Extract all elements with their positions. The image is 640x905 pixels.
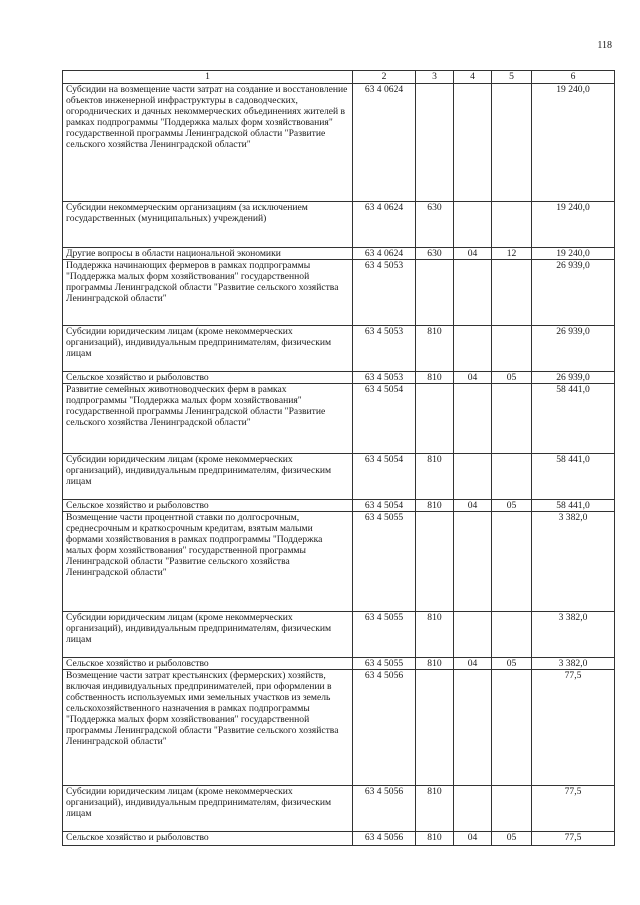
cell-name: Субсидии некоммерческим организациям (за исключением государственных (муниципальных) учреждений) [63, 202, 353, 248]
cell-name: Субсидии юридическим лицам (кроме некоммерческих организаций), индивидуальным предпринимателям, физическим лицам [63, 786, 353, 832]
cell-rz [454, 202, 492, 248]
cell-vr: 810 [416, 786, 454, 832]
cell-vr [416, 84, 454, 202]
cell-sum: 3 382,0 [532, 658, 615, 670]
cell-rz [454, 326, 492, 372]
table-row [63, 454, 615, 500]
table-row [63, 372, 615, 384]
cell-vr [416, 260, 454, 326]
cell-vr: 810 [416, 372, 454, 384]
cell-vr: 810 [416, 832, 454, 846]
cell-name: Сельское хозяйство и рыболовство [63, 832, 353, 846]
cell-pr: 05 [492, 372, 532, 384]
cell-sum: 26 939,0 [532, 326, 615, 372]
cell-pr [492, 454, 532, 500]
cell-rz [454, 454, 492, 500]
table-row [63, 384, 615, 454]
cell-vr: 630 [416, 248, 454, 260]
cell-rz [454, 612, 492, 658]
cell-csr: 63 4 5055 [353, 612, 416, 658]
table-row [63, 84, 615, 202]
header-cell: 2 [353, 71, 416, 84]
cell-name: Возмещение части затрат крестьянских (фермерских) хозяйств, включая индивидуальных предпринимателей, при оформлении в собственность используемых ими земельных участков из земель сельскохозяйственного назначения в рамках подпрограммы "Поддержка малых форм хозяйствования" государственной программы Ленинградской области "Развитие сельского хозяйства Ленинградской области" [63, 670, 353, 786]
cell-pr [492, 670, 532, 786]
cell-sum: 3 382,0 [532, 512, 615, 612]
cell-rz: 04 [454, 372, 492, 384]
cell-sum: 58 441,0 [532, 384, 615, 454]
cell-sum: 58 441,0 [532, 454, 615, 500]
cell-vr [416, 670, 454, 786]
cell-sum: 77,5 [532, 786, 615, 832]
cell-name: Сельское хозяйство и рыболовство [63, 372, 353, 384]
cell-rz [454, 260, 492, 326]
cell-csr: 63 4 5053 [353, 372, 416, 384]
cell-pr [492, 786, 532, 832]
cell-name: Поддержка начинающих фермеров в рамках подпрограммы "Поддержка малых форм хозяйствования" государственной программы Ленинградской области "Развитие сельского хозяйства Ленинградской области" [63, 260, 353, 326]
cell-csr: 63 4 0624 [353, 84, 416, 202]
cell-name: Сельское хозяйство и рыболовство [63, 658, 353, 670]
cell-sum: 58 441,0 [532, 500, 615, 512]
cell-rz [454, 670, 492, 786]
cell-csr: 63 4 5053 [353, 326, 416, 372]
cell-pr: 05 [492, 832, 532, 846]
cell-vr: 630 [416, 202, 454, 248]
header-cell: 1 [63, 71, 353, 84]
cell-sum: 77,5 [532, 670, 615, 786]
table-row [63, 500, 615, 512]
cell-sum: 26 939,0 [532, 372, 615, 384]
cell-name: Возмещение части процентной ставки по долгосрочным, среднесрочным и краткосрочным кредитам, взятым малыми формами хозяйствования в рамках подпрограммы "Поддержка малых форм хозяйствования" государственной программы Ленинградской области "Развитие сельского хозяйства Ленинградской области" [63, 512, 353, 612]
cell-pr [492, 84, 532, 202]
cell-pr [492, 384, 532, 454]
table-row [63, 658, 615, 670]
cell-pr [492, 612, 532, 658]
cell-pr [492, 512, 532, 612]
cell-rz: 04 [454, 248, 492, 260]
cell-rz [454, 84, 492, 202]
cell-pr: 12 [492, 248, 532, 260]
table-row [63, 260, 615, 326]
cell-pr: 05 [492, 500, 532, 512]
table-row [63, 512, 615, 612]
cell-csr: 63 4 5056 [353, 832, 416, 846]
cell-sum: 19 240,0 [532, 84, 615, 202]
cell-csr: 63 4 0624 [353, 202, 416, 248]
cell-name: Другие вопросы в области национальной экономики [63, 248, 353, 260]
cell-pr: 05 [492, 658, 532, 670]
cell-name: Субсидии юридическим лицам (кроме некоммерческих организаций), индивидуальным предпринимателям, физическим лицам [63, 326, 353, 372]
header-cell: 4 [454, 71, 492, 84]
cell-rz [454, 512, 492, 612]
cell-pr [492, 202, 532, 248]
cell-vr [416, 512, 454, 612]
cell-sum: 19 240,0 [532, 202, 615, 248]
cell-csr: 63 4 5056 [353, 670, 416, 786]
table-row [63, 202, 615, 248]
table-row [63, 786, 615, 832]
cell-name: Сельское хозяйство и рыболовство [63, 500, 353, 512]
table-row [63, 326, 615, 372]
cell-csr: 63 4 5054 [353, 384, 416, 454]
cell-sum: 3 382,0 [532, 612, 615, 658]
cell-pr [492, 260, 532, 326]
cell-vr: 810 [416, 658, 454, 670]
cell-csr: 63 4 5055 [353, 658, 416, 670]
cell-csr: 63 4 5054 [353, 500, 416, 512]
cell-vr: 810 [416, 454, 454, 500]
cell-sum: 77,5 [532, 832, 615, 846]
table-row [63, 612, 615, 658]
cell-rz: 04 [454, 500, 492, 512]
cell-name: Субсидии на возмещение части затрат на создание и восстановление объектов инженерной инфраструктуры в садоводческих, огороднических и дачных некоммерческих объединениях жителей в рамках подпрограммы "Поддержка малых форм хозяйствования" государственной программы Ленинградской области "Развитие сельского хозяйства Ленинградской области" [63, 84, 353, 202]
cell-csr: 63 4 5055 [353, 512, 416, 612]
table-row [63, 248, 615, 260]
cell-vr: 810 [416, 500, 454, 512]
header-cell: 3 [416, 71, 454, 84]
cell-vr: 810 [416, 612, 454, 658]
page-number: 118 [597, 40, 612, 51]
cell-rz: 04 [454, 658, 492, 670]
cell-rz [454, 384, 492, 454]
budget-table [62, 70, 615, 846]
header-row [63, 71, 615, 84]
cell-name: Развитие семейных животноводческих ферм в рамках подпрограммы "Поддержка малых форм хозяйствования" государственной программы Ленинградской области "Развитие сельского хозяйства Ленинградской области" [63, 384, 353, 454]
cell-sum: 19 240,0 [532, 248, 615, 260]
cell-name: Субсидии юридическим лицам (кроме некоммерческих организаций), индивидуальным предпринимателям, физическим лицам [63, 454, 353, 500]
cell-rz [454, 786, 492, 832]
cell-name: Субсидии юридическим лицам (кроме некоммерческих организаций), индивидуальным предпринимателям, физическим лицам [63, 612, 353, 658]
header-cell: 5 [492, 71, 532, 84]
cell-vr [416, 384, 454, 454]
cell-csr: 63 4 5056 [353, 786, 416, 832]
cell-csr: 63 4 5053 [353, 260, 416, 326]
cell-vr: 810 [416, 326, 454, 372]
cell-rz: 04 [454, 832, 492, 846]
table-row [63, 832, 615, 846]
cell-csr: 63 4 0624 [353, 248, 416, 260]
table-row [63, 670, 615, 786]
cell-sum: 26 939,0 [532, 260, 615, 326]
cell-pr [492, 326, 532, 372]
cell-csr: 63 4 5054 [353, 454, 416, 500]
header-cell: 6 [532, 71, 615, 84]
